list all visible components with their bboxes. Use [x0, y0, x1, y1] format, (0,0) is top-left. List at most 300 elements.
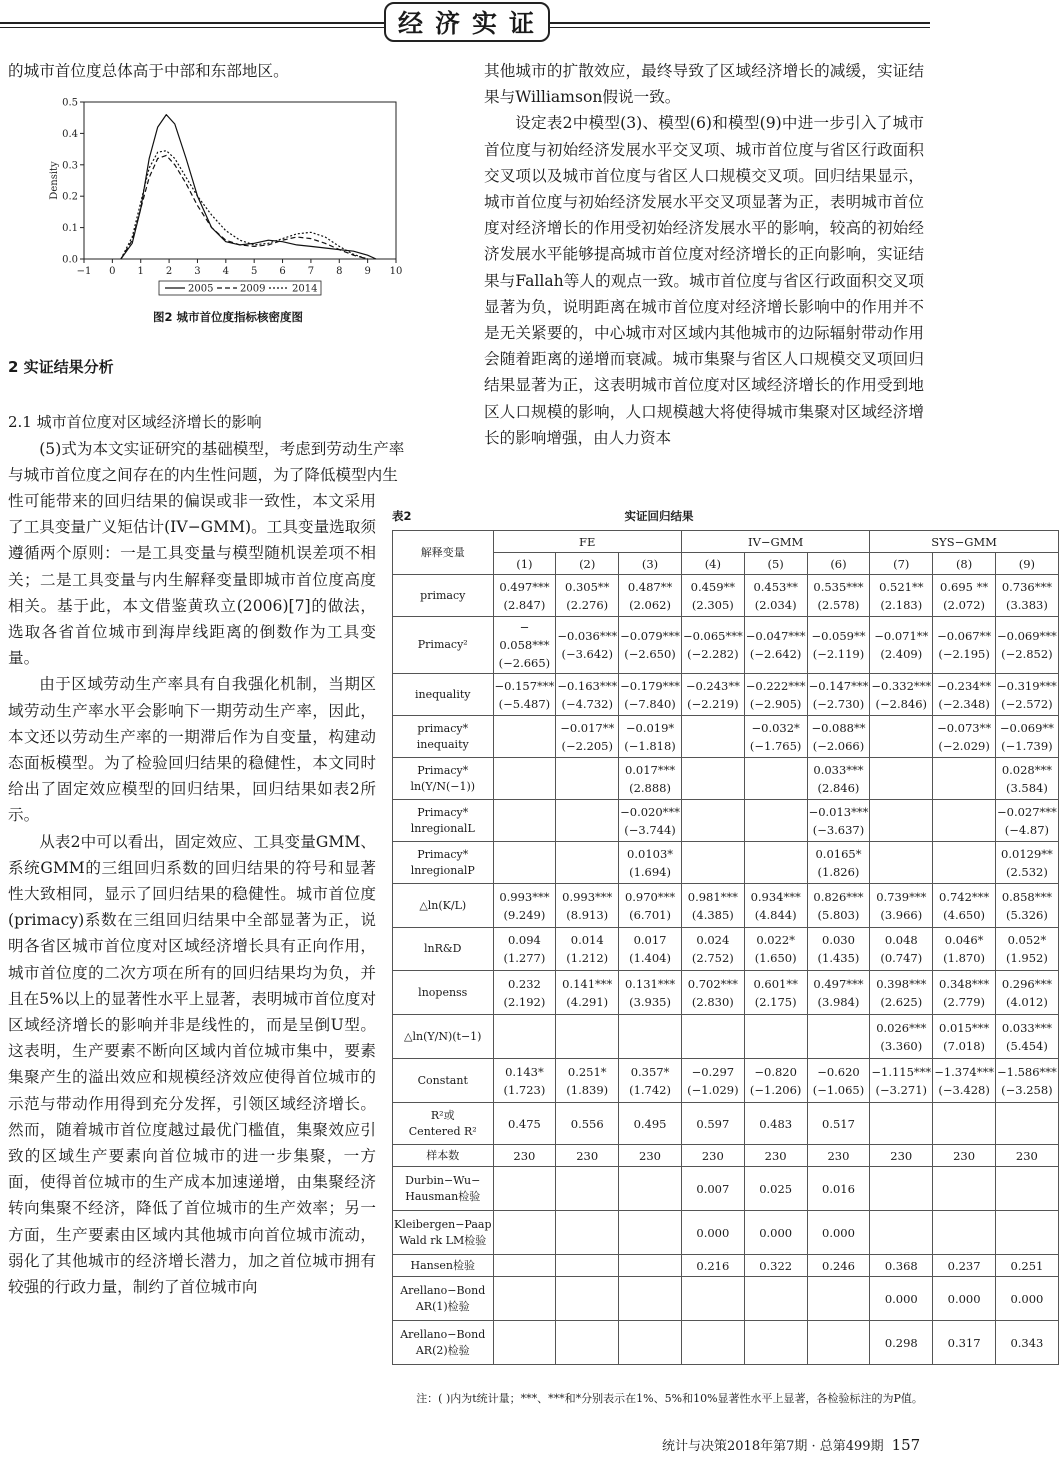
cell-tstat: (−2.905) [749, 696, 802, 711]
cell-coefficient: 0.046* [944, 933, 984, 947]
table-cell [493, 1015, 556, 1059]
cell-tstat: (1.694) [629, 864, 671, 879]
cell-tstat: (−1.206) [749, 1082, 802, 1097]
table-cell [619, 1145, 682, 1167]
x-tick-label: 10 [389, 266, 403, 277]
table-cell [807, 800, 870, 842]
table-cell [933, 1015, 996, 1059]
table-row [393, 1167, 1059, 1211]
table-row [393, 1277, 1059, 1321]
table-cell [933, 1059, 996, 1103]
table-cell [619, 1167, 682, 1211]
row-label-line: AR(1)检验 [415, 1299, 470, 1313]
row-label-line: ln(Y/N(−1)) [410, 779, 476, 793]
table-cell [933, 758, 996, 800]
cell-coefficient: − 0.058*** [499, 620, 550, 652]
table-row-label [393, 1211, 494, 1255]
table-row-label [393, 1145, 494, 1167]
cell-coefficient: −0.088** [811, 720, 866, 735]
cell-coefficient: −1.115*** [871, 1064, 932, 1079]
table-cell [807, 617, 870, 674]
right-paragraph-2: 设定表2中模型(3)、模型(6)和模型(9)中进一步引入了城市首位度与初始经济发展水平交叉项、城市首位度与省区行政面积交叉项以及城市首位度与省区人口规模交叉项。回归结果显示，城市首位度与初始经济发展水平交叉项显著为正，表明城市首位度对经济增长的作用受初始经济发展水平的影响，较高的初始经济发展水平能够提高城市首位度对经济增长的正向影响，实证结果与Fallah等人的观点一致。城市首位度与省区行政面积交叉项显著为负，说明距离在城市首位度对经济增长影响中的作用并不是无关紧要的，中心城市对区域内其他城市的边际辐射带动作用会随着距离的递增而衰减。城市集聚与省区人口规模交叉项回归结果显著为正，这表明城市首位度对区域经济增长的作用受到地区人口规模的影响，人口规模越大将使得城市集聚对区域经济增长的影响增强，由人力资本 [484, 114, 924, 447]
legend-label: 2005 [188, 283, 214, 295]
cell-coefficient: −0.019* [625, 720, 675, 735]
cell-tstat: (−2.642) [749, 647, 802, 661]
table-cell [870, 1321, 933, 1365]
cell-coefficient: 0.016 [822, 1181, 855, 1196]
table-cell [807, 1277, 870, 1321]
left-paragraph-3: 从表2中可以看出，固定效应、工具变量GMM、系统GMM的三组回归系数的回归结果的符号和显著性大致相同，显示了回归结果的稳健性。城市首位度(primacy)系数在三组回归结果中全部显著为正，说明各省区城市首位度对区域经济增长具有正向作用，城市首位度的二次方项在所有的回归结果均为负，并且在5%以上的显著性水平上显著，表明城市首位度对区域经济增长的影响并非是线性的，而是呈倒U型。这表明，生产要素不断向区域内首位城市集中，要素集聚产生的溢出效应和规模经济效应使得首位城市的示范与带动作用得到充分发挥，引领区域经济增长。然而，随着城市首位度越过最优门槛值，集聚效应引致的区域生产要素向首位城市的进一步集聚，一方面，使得首位城市的生产成本加速递增，由集聚经济转向集聚不经济，降低了首位城市的生产效率；另一方面，生产要素由区域内其他城市向首位城市流动，弱化了其他城市的经济增长潜力，加之首位城市拥有较强的行政力量，制约了首位城市向 [8, 832, 376, 1297]
cell-tstat: (8.913) [566, 907, 609, 922]
table-cell [619, 1277, 682, 1321]
table-cell [807, 1167, 870, 1211]
cell-tstat: (−1.029) [687, 1082, 739, 1097]
table-cell [807, 1211, 870, 1255]
table-cell [807, 758, 870, 800]
cell-tstat: (3.383) [1005, 597, 1048, 612]
table-row [393, 928, 1059, 971]
table-cell [556, 1059, 619, 1103]
table-cell [493, 674, 556, 716]
cell-tstat: (−2.119) [812, 647, 865, 661]
left-paragraph-1-line-2: 与城市首位度之间存在的内生性问题，为了降低模型内生 [8, 466, 398, 485]
cell-coefficient: 0.048 [884, 933, 918, 947]
table-cell [933, 1103, 996, 1145]
legend-label: 2014 [292, 283, 318, 295]
cell-tstat: (5.803) [817, 907, 860, 922]
cell-coefficient: −0.820 [754, 1064, 797, 1079]
table-row-label [393, 617, 494, 674]
cell-tstat: (−1.765) [749, 738, 802, 753]
table-cell [807, 575, 870, 617]
cell-coefficient: −0.222*** [745, 678, 806, 693]
cell-coefficient: −0.297 [691, 1064, 735, 1079]
cell-coefficient: 0.298 [884, 1335, 918, 1350]
cell-coefficient: 0.015*** [939, 1020, 990, 1035]
table-cell [493, 716, 556, 758]
table-cell [744, 674, 807, 716]
cell-coefficient: 0.000 [822, 1225, 855, 1240]
cell-coefficient: −0.179*** [620, 678, 680, 693]
table-row [393, 1015, 1059, 1059]
table-cell [933, 617, 996, 674]
table-header-group: SYS−GMM [870, 531, 1058, 553]
table-row [393, 1059, 1059, 1103]
cell-coefficient: −0.069*** [997, 629, 1057, 643]
x-tick-label: 9 [364, 266, 371, 277]
cell-coefficient: 0.357* [630, 1064, 670, 1079]
table-row [393, 674, 1059, 716]
cell-coefficient: 0.702*** [687, 976, 738, 991]
cell-coefficient: −0.071** [874, 629, 929, 643]
table-cell [619, 1015, 682, 1059]
cell-tstat: (4.650) [943, 907, 986, 922]
cell-coefficient: 0.487** [627, 579, 673, 594]
table-cell [933, 1255, 996, 1277]
cell-coefficient: 0.007 [696, 1181, 730, 1196]
table-cell [996, 1277, 1059, 1321]
table-cell [493, 842, 556, 884]
series-line-2005 [121, 115, 376, 259]
table-cell [996, 1015, 1059, 1059]
cell-tstat: (−2.650) [624, 647, 676, 661]
table-row-label [393, 971, 494, 1015]
left-paragraph-1-wide [8, 436, 448, 488]
table-cell [619, 617, 682, 674]
table-cell [996, 674, 1059, 716]
cell-coefficient: 0.030 [822, 933, 855, 947]
cell-tstat: (1.435) [817, 951, 860, 965]
cell-coefficient: 0.025 [759, 1181, 793, 1196]
cell-coefficient: 230 [953, 1148, 976, 1163]
cell-coefficient: 0.398*** [876, 976, 927, 991]
table-row [393, 575, 1059, 617]
cell-coefficient: −0.157*** [494, 678, 555, 693]
table-cell [493, 928, 556, 971]
table-cell [807, 884, 870, 928]
series-line-2014 [121, 151, 368, 259]
table-cell [556, 971, 619, 1015]
table-row [393, 617, 1059, 674]
cell-tstat: (2.034) [754, 597, 797, 612]
table-row [393, 1255, 1059, 1277]
table-cell [556, 1255, 619, 1277]
x-tick-label: 1 [137, 266, 144, 277]
left-top-line: 的城市首位度总体高于中部和东部地区。 [8, 62, 289, 80]
cell-coefficient: 0.459** [690, 579, 736, 594]
table-cell [556, 884, 619, 928]
cell-coefficient: 0.348*** [939, 976, 990, 991]
cell-coefficient: 230 [701, 1148, 724, 1163]
table-cell [619, 884, 682, 928]
cell-tstat: (−2.730) [812, 696, 865, 711]
table-cell [807, 928, 870, 971]
cell-tstat: (−1.818) [624, 738, 676, 753]
table-cell [744, 800, 807, 842]
cell-coefficient: 0.028*** [1001, 762, 1052, 777]
cell-tstat: (4.291) [566, 994, 609, 1009]
table-row-label [393, 1015, 494, 1059]
table-header-col: (4) [681, 553, 744, 575]
table-cell [744, 971, 807, 1015]
cell-coefficient: 0.970*** [624, 889, 676, 904]
table-cell [933, 1167, 996, 1211]
table-cell [996, 1145, 1059, 1167]
x-tick-label: 5 [250, 266, 258, 277]
row-label-line: Primacy* [417, 763, 469, 777]
table-cell [807, 1059, 870, 1103]
cell-coefficient: 0.453** [753, 579, 798, 594]
cell-coefficient: 0.216 [696, 1258, 730, 1273]
table-cell [996, 1103, 1059, 1145]
legend-label: 2009 [240, 283, 266, 295]
table-header-col: (1) [493, 553, 556, 575]
cell-tstat: (2.847) [503, 597, 546, 612]
table-cell [807, 1145, 870, 1167]
table-row-label [393, 1167, 494, 1211]
cell-tstat: (−2.852) [1001, 647, 1053, 661]
table-cell [556, 716, 619, 758]
cell-tstat: (2.409) [880, 647, 923, 661]
table-cell [681, 1321, 744, 1365]
table-cell [870, 1015, 933, 1059]
table-cell [870, 971, 933, 1015]
table-cell [870, 800, 933, 842]
table-cell [493, 800, 556, 842]
table-cell [556, 575, 619, 617]
table-row [393, 758, 1059, 800]
row-label-line: lnregionalP [410, 863, 475, 877]
table-cell [493, 1321, 556, 1365]
row-label-line: Primacy* [417, 805, 469, 819]
cell-tstat: (−2.282) [687, 647, 739, 661]
cell-tstat: (−2.205) [561, 738, 613, 753]
table-row [393, 716, 1059, 758]
table-cell [493, 1211, 556, 1255]
table-cell [681, 758, 744, 800]
table-header-col: (7) [870, 553, 933, 575]
table-cell [870, 1277, 933, 1321]
table-cell [933, 1321, 996, 1365]
row-label-line: Durbin−Wu− [405, 1173, 481, 1187]
table-cell [681, 971, 744, 1015]
table-cell [996, 617, 1059, 674]
table-row-label [393, 928, 494, 971]
cell-tstat: (2.276) [566, 597, 609, 612]
cell-tstat: (3.360) [880, 1038, 923, 1053]
table-cell [996, 884, 1059, 928]
cell-coefficient: −0.163*** [557, 678, 618, 693]
cell-coefficient: 0.517 [822, 1116, 855, 1131]
cell-coefficient: 0.556 [570, 1116, 604, 1131]
cell-tstat: (−7.840) [624, 696, 676, 711]
table-row-label [393, 758, 494, 800]
cell-tstat: (2.305) [691, 597, 734, 612]
cell-coefficient: 0.296*** [1001, 976, 1052, 991]
table-cell [870, 617, 933, 674]
cell-coefficient: 0.014 [570, 933, 604, 947]
cell-tstat: (2.532) [1005, 864, 1048, 879]
figure-caption: 图2 城市首位度指标核密度图 [152, 310, 303, 324]
table-cell [681, 1255, 744, 1277]
table-row-label [393, 1255, 494, 1277]
table-cell [933, 716, 996, 758]
table-row-label [393, 674, 494, 716]
section-title: 2 实证结果分析 [8, 358, 114, 376]
cell-tstat: (−2.846) [875, 696, 928, 711]
table-header-col: (2) [556, 553, 619, 575]
cell-coefficient: 230 [827, 1148, 850, 1163]
x-tick-label: 0 [109, 266, 116, 277]
cell-coefficient: 0.237 [947, 1258, 981, 1273]
table-cell [619, 1211, 682, 1255]
table-cell [556, 800, 619, 842]
cell-coefficient: −0.036*** [557, 629, 618, 643]
table-cell [556, 928, 619, 971]
table-cell [493, 884, 556, 928]
table-cell [744, 1059, 807, 1103]
cell-tstat: (2.175) [754, 994, 797, 1009]
cell-coefficient: −0.243** [685, 678, 740, 693]
series-line-2009 [121, 155, 368, 259]
plot-frame [84, 102, 396, 259]
row-label-line: △ln(Y/N)(t−1) [404, 1029, 482, 1043]
table-cell [744, 1255, 807, 1277]
cell-tstat: (6.701) [629, 907, 671, 922]
table-cell [493, 971, 556, 1015]
table-cell [996, 971, 1059, 1015]
x-tick-label: 2 [165, 266, 173, 277]
table-row [393, 800, 1059, 842]
cell-coefficient: 0.826*** [813, 889, 864, 904]
table-cell [807, 842, 870, 884]
table-cell [744, 716, 807, 758]
cell-coefficient: −0.234** [937, 678, 992, 693]
table-cell [807, 1103, 870, 1145]
table-number: 表2 [392, 509, 412, 523]
cell-coefficient: 0.094 [507, 933, 541, 947]
table-cell [996, 842, 1059, 884]
cell-tstat: (1.839) [566, 1082, 609, 1097]
cell-coefficient: 0.143* [505, 1064, 544, 1079]
table-cell [996, 575, 1059, 617]
cell-coefficient: −0.065*** [682, 629, 743, 643]
y-tick-label: 0.0 [62, 254, 78, 266]
cell-coefficient: 0.232 [507, 976, 541, 991]
table-cell [996, 716, 1059, 758]
cell-coefficient: −0.020*** [620, 804, 680, 819]
table-cell [870, 842, 933, 884]
cell-tstat: (5.454) [1005, 1038, 1048, 1053]
row-label-line: inequaity [416, 737, 469, 751]
cell-coefficient: −0.067** [937, 629, 992, 643]
table-header-col: (9) [996, 553, 1059, 575]
cell-coefficient: 0.251* [567, 1064, 607, 1079]
cell-coefficient: 0.495 [633, 1116, 667, 1131]
table-header-col: (6) [807, 553, 870, 575]
cell-coefficient: 0.601** [753, 976, 798, 991]
cell-coefficient: 0.000 [884, 1291, 918, 1306]
cell-tstat: (1.826) [817, 864, 860, 879]
table-cell [493, 1167, 556, 1211]
row-label-line: inequality [415, 687, 471, 701]
row-label-line: primacy [420, 588, 466, 602]
cell-tstat: (1.212) [566, 951, 609, 965]
left-paragraph-1-rest: 性可能带来的回归结果的偏误或非一致性，本文采用了工具变量广义矩估计(IV−GMM)。工具变量选取须遵循两个原则：一是工具变量与模型随机误差项不相关；二是工具变量与内生解释变量即城市首位度高度相关。基于此，本文借鉴黄玖立(2006)[7]的做法，选取各省首位城市到海岸线距离的倒数作为工具变量。 [8, 492, 376, 668]
cell-tstat: (2.072) [943, 597, 986, 612]
table-cell [493, 617, 556, 674]
table-cell [870, 758, 933, 800]
cell-coefficient: 230 [1015, 1148, 1038, 1163]
table-cell [870, 1255, 933, 1277]
table-cell [744, 575, 807, 617]
cell-coefficient: 0.981*** [687, 889, 738, 904]
table-row-label [393, 716, 494, 758]
table-cell [681, 1167, 744, 1211]
table-title: 实证回归结果 [624, 509, 694, 523]
table-cell [807, 1321, 870, 1365]
table-cell [744, 1277, 807, 1321]
cell-coefficient: 0.141*** [562, 976, 613, 991]
table-cell [933, 800, 996, 842]
table-cell [996, 1059, 1059, 1103]
table-cell [681, 1211, 744, 1255]
table-cell [556, 1321, 619, 1365]
row-label-line: AR(2)检验 [415, 1343, 470, 1357]
cell-tstat: (−4.87) [1004, 822, 1050, 837]
table-cell [996, 758, 1059, 800]
table-cell [933, 842, 996, 884]
table-cell [870, 716, 933, 758]
cell-coefficient: 0.597 [696, 1116, 730, 1131]
table-cell [681, 1277, 744, 1321]
table-cell [619, 928, 682, 971]
table-cell [807, 716, 870, 758]
table-cell [744, 758, 807, 800]
table-cell [619, 575, 682, 617]
table-cell [681, 1103, 744, 1145]
table-cell [870, 928, 933, 971]
table-cell [681, 575, 744, 617]
cell-tstat: (1.742) [629, 1082, 671, 1097]
cell-coefficient: −1.586*** [997, 1064, 1057, 1079]
table-cell [933, 1145, 996, 1167]
table-cell [870, 674, 933, 716]
cell-tstat: (−4.732) [561, 696, 613, 711]
row-label-line: Primacy² [417, 638, 468, 651]
table-cell [996, 800, 1059, 842]
table-row-label [393, 842, 494, 884]
cell-tstat: (1.650) [754, 951, 797, 965]
cell-coefficient: 0.317 [947, 1335, 981, 1350]
cell-tstat: (−2.066) [812, 738, 865, 753]
cell-coefficient: 0.475 [507, 1116, 541, 1131]
table-note: 注：( )内为t统计量；***、***和*分别表示在1%、5%和10%显著性水平上显著，各检验标注的为P值。 [416, 1392, 923, 1405]
cell-coefficient: 230 [764, 1148, 787, 1163]
cell-coefficient: 0.322 [759, 1258, 793, 1273]
cell-coefficient: 0.022* [756, 933, 795, 947]
table-cell [681, 1015, 744, 1059]
x-tick-label: 3 [194, 266, 201, 277]
cell-tstat: (0.747) [880, 951, 923, 965]
row-label-line: Wald rk LM检验 [399, 1233, 487, 1247]
table-cell [493, 575, 556, 617]
row-label-line: Hansen检验 [410, 1258, 475, 1272]
table-row [393, 842, 1059, 884]
row-label-line: Kleibergen−Paap [394, 1217, 492, 1231]
cell-tstat: (−2.195) [938, 647, 990, 661]
table-cell [933, 575, 996, 617]
table-cell [870, 1145, 933, 1167]
table-cell [556, 1103, 619, 1145]
subsection-title: 2.1 城市首位度对区域经济增长的影响 [8, 413, 262, 431]
cell-tstat: (2.888) [629, 780, 671, 795]
cell-tstat: (−2.029) [938, 738, 990, 753]
cell-coefficient: 0.993*** [499, 889, 550, 904]
cell-tstat: (1.952) [1005, 951, 1048, 965]
cell-coefficient: 230 [639, 1148, 661, 1163]
table-cell [933, 1211, 996, 1255]
cell-coefficient: 0.497*** [499, 579, 550, 594]
table-cell [681, 928, 744, 971]
cell-tstat: (1.404) [629, 951, 671, 965]
section-header-title: 经济实证 [397, 9, 546, 38]
cell-coefficient: 0.131*** [624, 976, 676, 991]
cell-coefficient: 0.934*** [750, 889, 801, 904]
table-cell [744, 928, 807, 971]
table-cell [681, 800, 744, 842]
table-cell [807, 1015, 870, 1059]
